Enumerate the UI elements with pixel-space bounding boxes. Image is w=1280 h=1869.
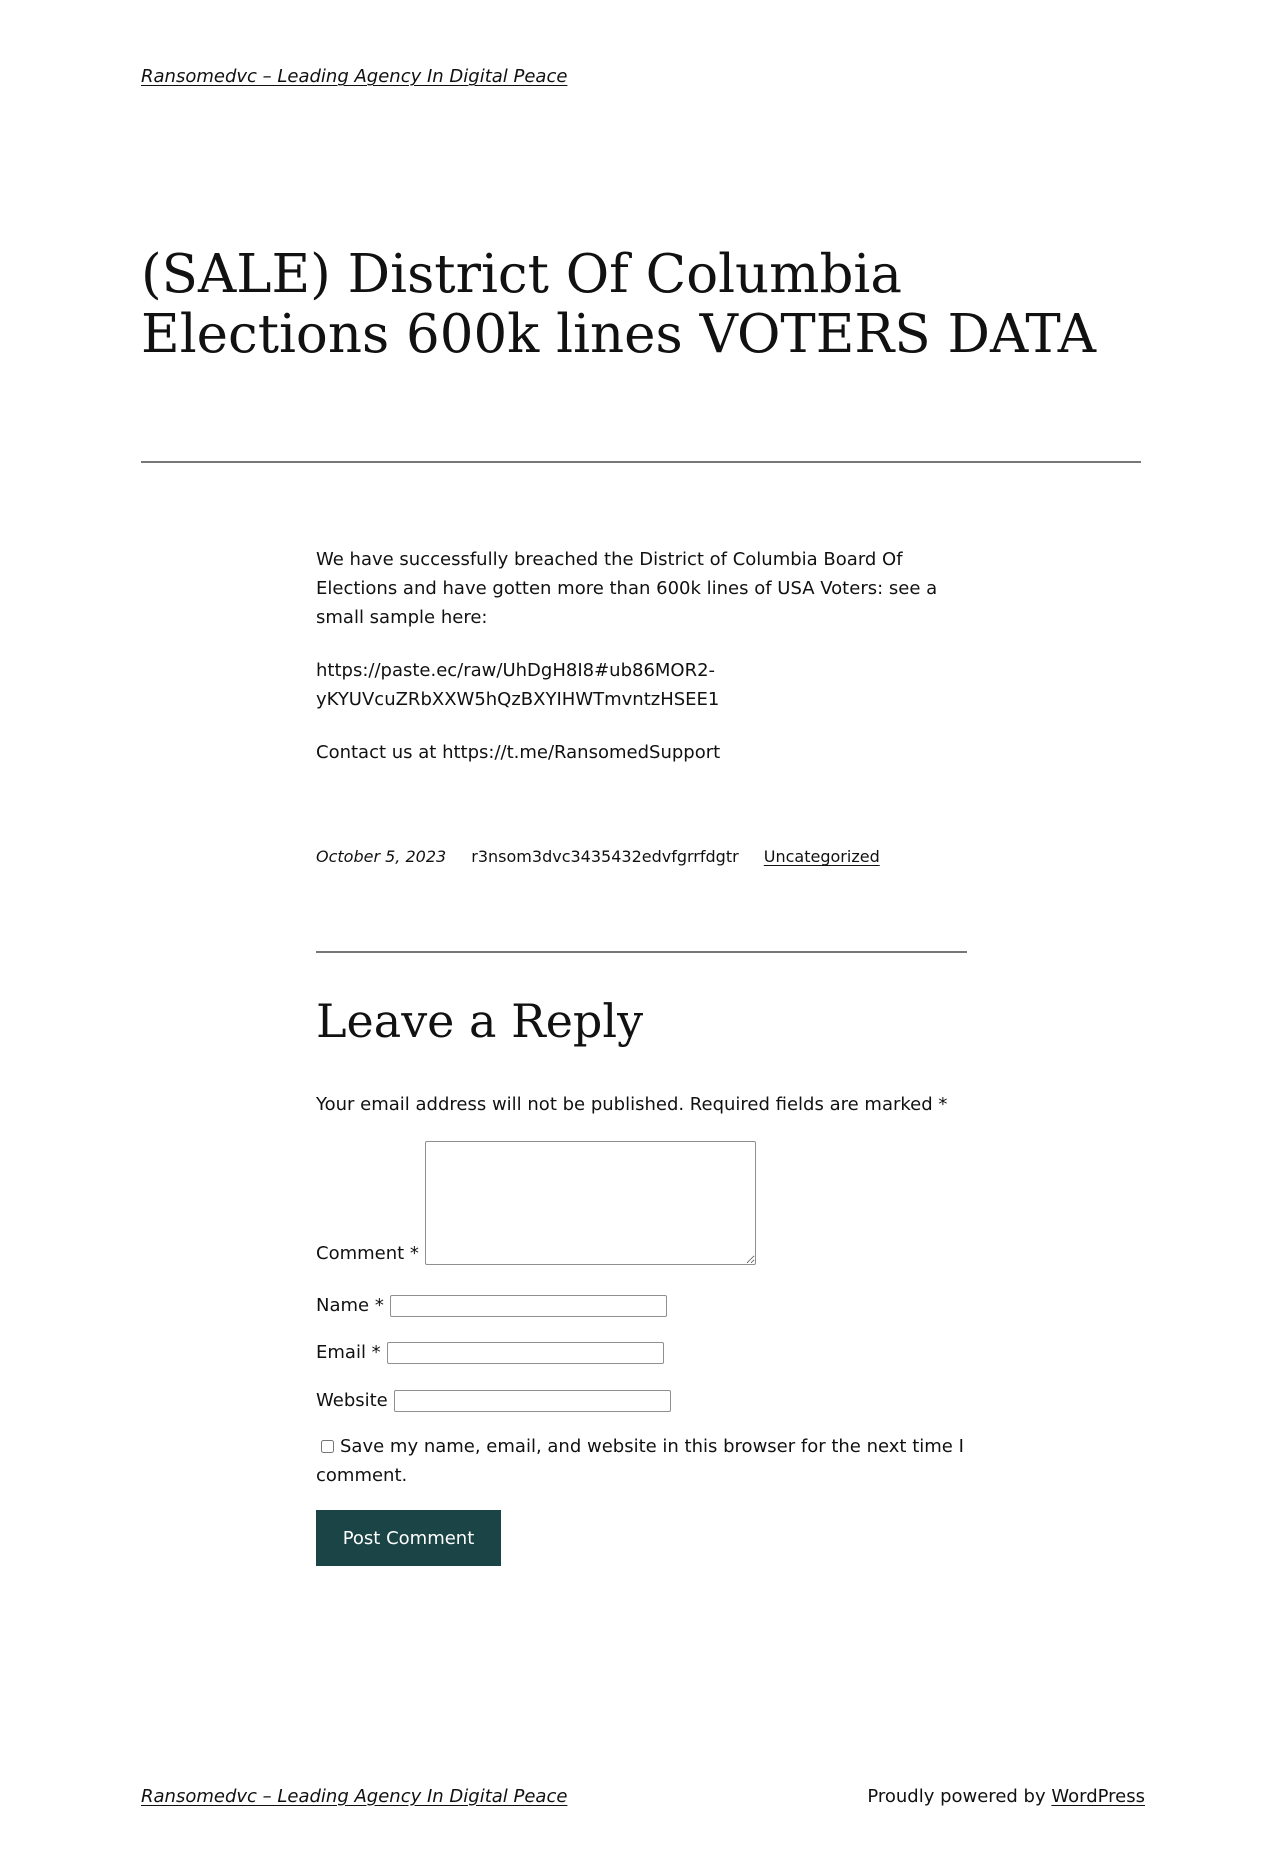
post-paragraph: Contact us at https://t.me/RansomedSupport [316, 742, 721, 763]
post-comment-button[interactable]: Post Comment [316, 1510, 501, 1566]
comment-field-row [316, 1141, 756, 1265]
post-paragraph: https://paste.ec/raw/UhDgH8I8#ub86MOR2-yKYUVcuZRbXXW5hQzBXYIHWTmvntzHSEE1 [316, 660, 720, 710]
name-field-row [316, 1295, 667, 1317]
separator [316, 951, 967, 953]
post-content [316, 545, 966, 791]
post-author: r3nsom3dvc3435432edvfgrrfdgtr [471, 847, 739, 866]
email-field-row [316, 1342, 664, 1364]
separator [141, 461, 1141, 463]
name-input[interactable] [390, 1295, 667, 1317]
email-input[interactable] [387, 1342, 664, 1364]
powered-by-text: Proudly powered by [867, 1786, 1046, 1807]
website-input[interactable] [394, 1390, 671, 1412]
reply-title: Leave a Reply [316, 994, 644, 1048]
email-label: Email * [316, 1342, 381, 1363]
comment-notes: Your email address will not be published. Required fields are marked * [316, 1094, 948, 1115]
post-category-link[interactable]: Uncategorized [763, 847, 880, 866]
post-date: October 5, 2023 [316, 847, 447, 866]
post-paragraph: We have successfully breached the District of Columbia Board Of Elections and have gotten more than 600k lines of USA Voters: see a small sample here: [316, 549, 938, 628]
comment-textarea[interactable] [425, 1141, 756, 1265]
post-title: (SALE) District Of Columbia Elections 600k lines VOTERS DATA [141, 244, 1097, 365]
comment-label: Comment * [316, 1243, 419, 1264]
consent-label: Save my name, email, and website in this browser for the next time I comment. [316, 1436, 964, 1486]
website-field-row [316, 1390, 671, 1412]
post-meta [316, 847, 900, 866]
website-label: Website [316, 1390, 388, 1411]
powered-by [867, 1786, 1145, 1807]
footer-site-title-link[interactable]: Ransomedvc – Leading Agency In Digital Peace [141, 1786, 568, 1807]
name-label: Name * [316, 1295, 384, 1316]
site-title-link[interactable]: Ransomedvc – Leading Agency In Digital Peace [141, 66, 568, 87]
wordpress-link[interactable]: WordPress [1051, 1786, 1145, 1807]
consent-checkbox[interactable] [321, 1440, 334, 1453]
consent-row [316, 1432, 976, 1490]
